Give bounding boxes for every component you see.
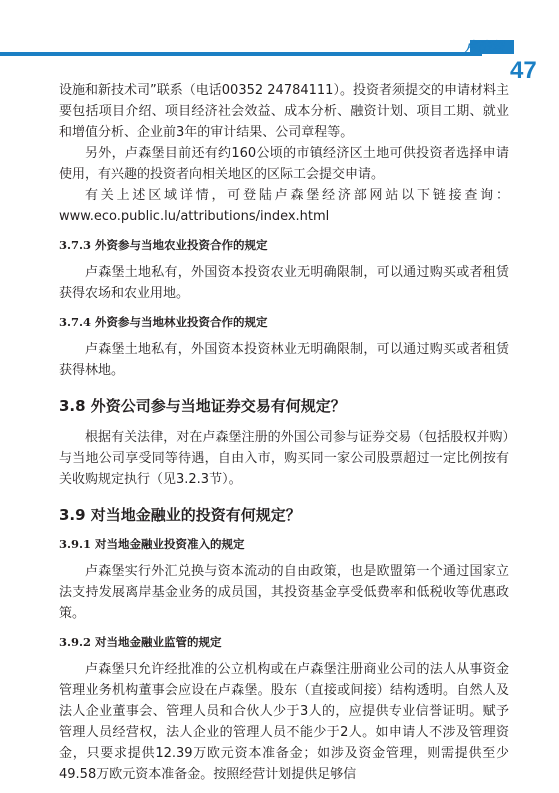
heading-3-8: 3.8 外资公司参与当地证券交易有何规定？ <box>59 397 346 415</box>
paragraph-finance-supervision: 卢森堡只允许经批准的公立机构或在卢森堡注册商业公司的法人从事资金管理业务机构董事会应设在卢森堡。股东（直接或间接）结构透明。自然人及法人企业董事会、管理人员和合伙人少于3人的，应提供专业信誉证明。赋予管理人员经营权，法人企业的管理人员不能少于2人。如申请人不涉及管理资金，只要求提供12.39万欧元资本准备金；如涉及资金管理，则需提供至少49.58万欧元资本准备金。按照经营计划提供足够信 <box>59 662 509 782</box>
paragraph-website: 有关上述区域详情，可登陆卢森堡经济部网站以下链接查询：www.eco.public.lu/attributions/index.html <box>59 188 509 224</box>
running-header: 卢森堡 <box>464 40 504 55</box>
heading-3-9-2: 3.9.2 对当地金融业监管的规定 <box>59 635 222 649</box>
heading-3-7-3: 3.7.3 外资参与当地农业投资合作的规定 <box>59 238 268 252</box>
heading-3-9: 3.9 对当地金融业的投资有何规定？ <box>59 506 301 524</box>
header-rule <box>0 52 482 56</box>
paragraph-contact: 设施和新技术司”联系（电话00352 24784111）。投资者须提交的申请材料主要包括项目介绍、项目经济社会效益、成本分析、融资计划、项目工期、就业和增值分析、企业前3年的审计结果、公司章程等。 <box>59 83 509 140</box>
paragraph-finance-access: 卢森堡实行外汇兑换与资本流动的自由政策，也是欧盟第一个通过国家立法支持发展离岸基金业务的成员国，其投资基金享受低费率和低税收等优惠政策。 <box>59 564 509 621</box>
paragraph-land-available: 另外，卢森堡目前还有约160公顷的市镇经济区土地可供投资者选择申请使用，有兴趣的投资者向相关地区的区际工会提交申请。 <box>59 146 509 182</box>
paragraph-securities: 根据有关法律，对在卢森堡注册的外国公司参与证券交易（包括股权并购）与当地公司享受同等待遇，自由入市，购买同一家公司股票超过一定比例按有关收购规定执行（见3.2.3节）。 <box>59 430 509 487</box>
paragraph-agriculture: 卢森堡土地私有，外国资本投资农业无明确限制，可以通过购买或者租赁获得农场和农业用地。 <box>59 265 509 301</box>
page-number: 47 <box>510 57 537 84</box>
paragraph-forestry: 卢森堡土地私有，外国资本投资林业无明确限制，可以通过购买或者租赁获得林地。 <box>59 342 509 378</box>
heading-3-9-1: 3.9.1 对当地金融业投资准入的规定 <box>59 537 245 551</box>
page-body <box>59 80 509 785</box>
heading-3-7-4: 3.7.4 外资参与当地林业投资合作的规定 <box>59 315 268 329</box>
